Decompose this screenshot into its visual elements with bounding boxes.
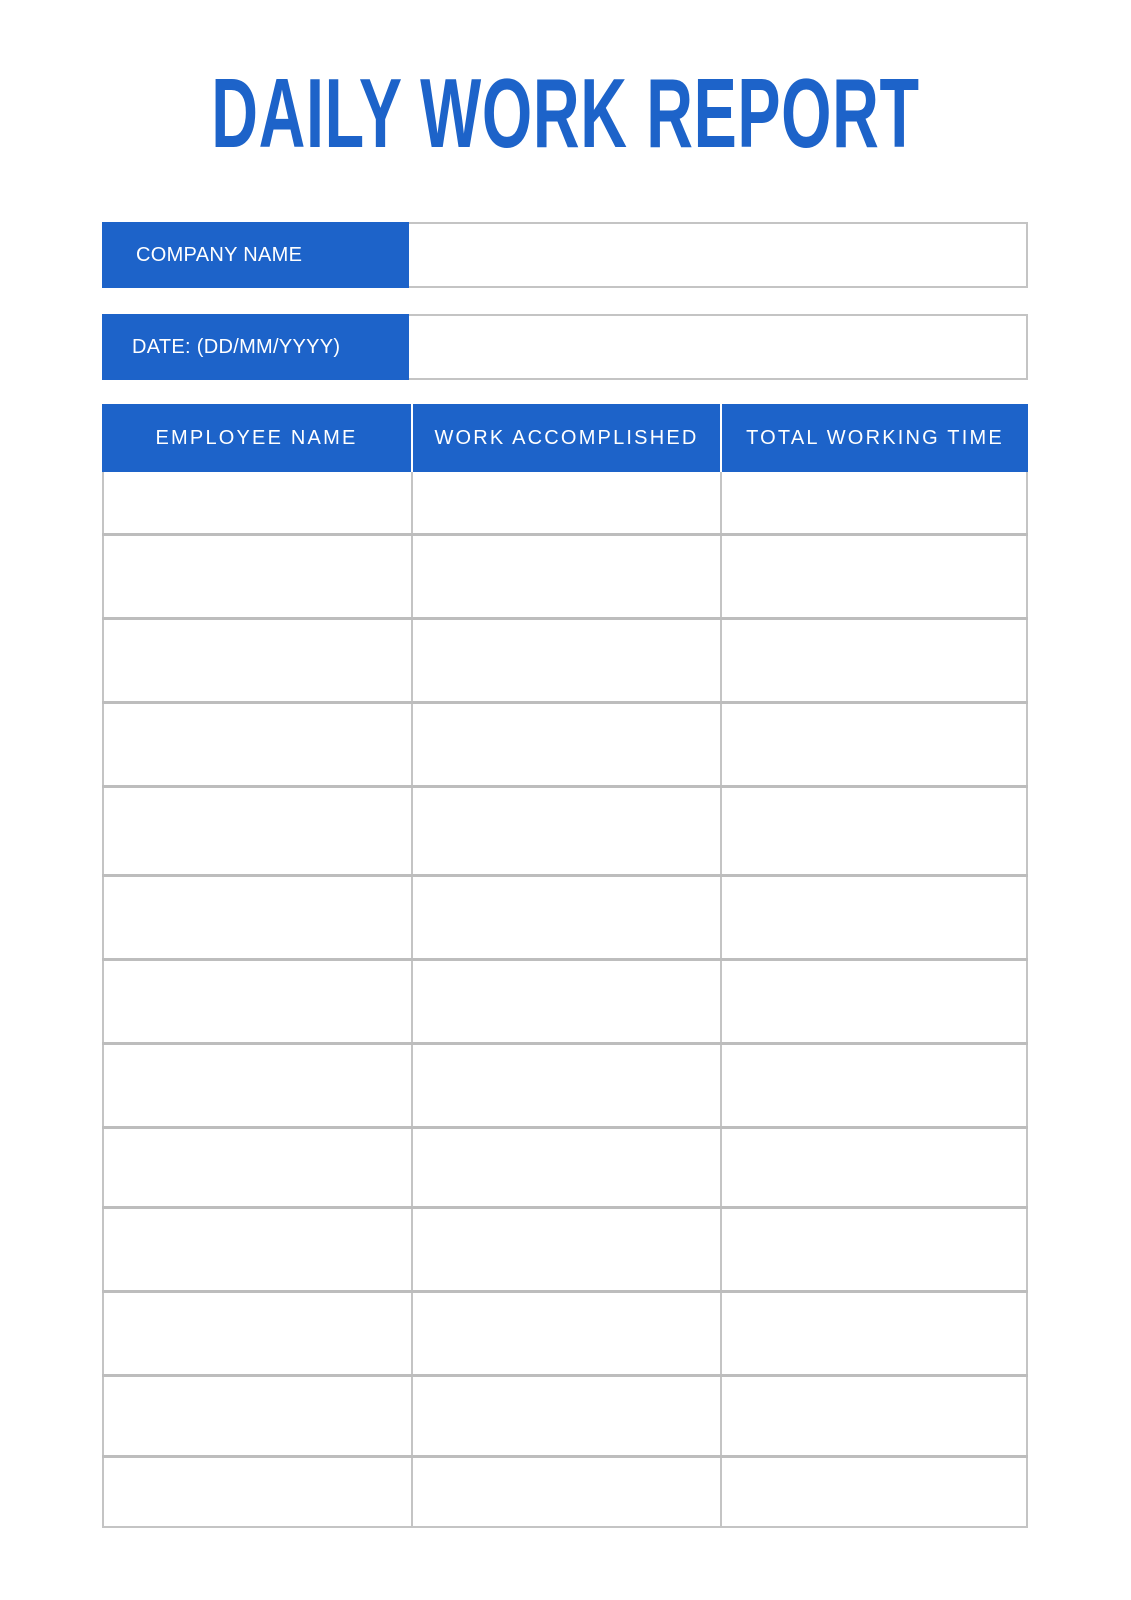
work-accomplished-cell[interactable] (411, 704, 720, 785)
table-row (102, 961, 1028, 1045)
work-accomplished-cell[interactable] (411, 1377, 720, 1455)
work-accomplished-cell[interactable] (411, 961, 720, 1042)
employee-name-cell[interactable] (102, 536, 411, 617)
work-accomplished-cell[interactable] (411, 536, 720, 617)
company-name-field[interactable] (409, 222, 1028, 288)
total-working-time-cell[interactable] (720, 704, 1028, 785)
total-working-time-cell[interactable] (720, 536, 1028, 617)
table-row (102, 620, 1028, 704)
work-accomplished-cell[interactable] (411, 877, 720, 958)
table-body (102, 472, 1028, 1528)
employee-name-cell[interactable] (102, 1129, 411, 1206)
work-accomplished-cell[interactable] (411, 1209, 720, 1290)
column-header-work-accomplished: WORK ACCOMPLISHED (411, 404, 720, 472)
work-accomplished-cell[interactable] (411, 1045, 720, 1126)
total-working-time-cell[interactable] (720, 877, 1028, 958)
work-report-table (102, 404, 1028, 1528)
work-accomplished-cell[interactable] (411, 1129, 720, 1206)
date-label: DATE: (DD/MM/YYYY) (102, 314, 409, 380)
total-working-time-cell[interactable] (720, 472, 1028, 533)
employee-name-cell[interactable] (102, 1458, 411, 1526)
table-row (102, 472, 1028, 536)
employee-name-cell[interactable] (102, 1045, 411, 1126)
table-row (102, 1129, 1028, 1209)
table-row (102, 1458, 1028, 1528)
total-working-time-cell[interactable] (720, 1377, 1028, 1455)
employee-name-cell[interactable] (102, 620, 411, 701)
employee-name-cell[interactable] (102, 1377, 411, 1455)
work-accomplished-cell[interactable] (411, 1293, 720, 1374)
total-working-time-cell[interactable] (720, 788, 1028, 874)
table-row (102, 1045, 1028, 1129)
report-title: DAILY WORK REPORT (211, 58, 920, 168)
table-header (102, 404, 1028, 472)
employee-name-cell[interactable] (102, 1293, 411, 1374)
company-name-row (102, 222, 1028, 288)
table-row (102, 1377, 1028, 1458)
date-row (102, 314, 1028, 380)
employee-name-cell[interactable] (102, 877, 411, 958)
total-working-time-cell[interactable] (720, 1458, 1028, 1526)
total-working-time-cell[interactable] (720, 620, 1028, 701)
table-row (102, 877, 1028, 961)
employee-name-cell[interactable] (102, 788, 411, 874)
total-working-time-cell[interactable] (720, 1045, 1028, 1126)
table-row (102, 536, 1028, 620)
work-accomplished-cell[interactable] (411, 1458, 720, 1526)
date-field[interactable] (409, 314, 1028, 380)
total-working-time-cell[interactable] (720, 1129, 1028, 1206)
work-accomplished-cell[interactable] (411, 620, 720, 701)
total-working-time-cell[interactable] (720, 1293, 1028, 1374)
table-row (102, 1209, 1028, 1293)
column-header-employee-name: EMPLOYEE NAME (102, 404, 411, 472)
employee-name-cell[interactable] (102, 961, 411, 1042)
total-working-time-cell[interactable] (720, 961, 1028, 1042)
table-row (102, 1293, 1028, 1377)
column-header-total-working-time: TOTAL WORKING TIME (720, 404, 1028, 472)
total-working-time-cell[interactable] (720, 1209, 1028, 1290)
table-row (102, 788, 1028, 877)
employee-name-cell[interactable] (102, 704, 411, 785)
company-name-label: COMPANY NAME (102, 222, 409, 288)
employee-name-cell[interactable] (102, 1209, 411, 1290)
work-accomplished-cell[interactable] (411, 788, 720, 874)
table-row (102, 704, 1028, 788)
employee-name-cell[interactable] (102, 472, 411, 533)
work-accomplished-cell[interactable] (411, 472, 720, 533)
